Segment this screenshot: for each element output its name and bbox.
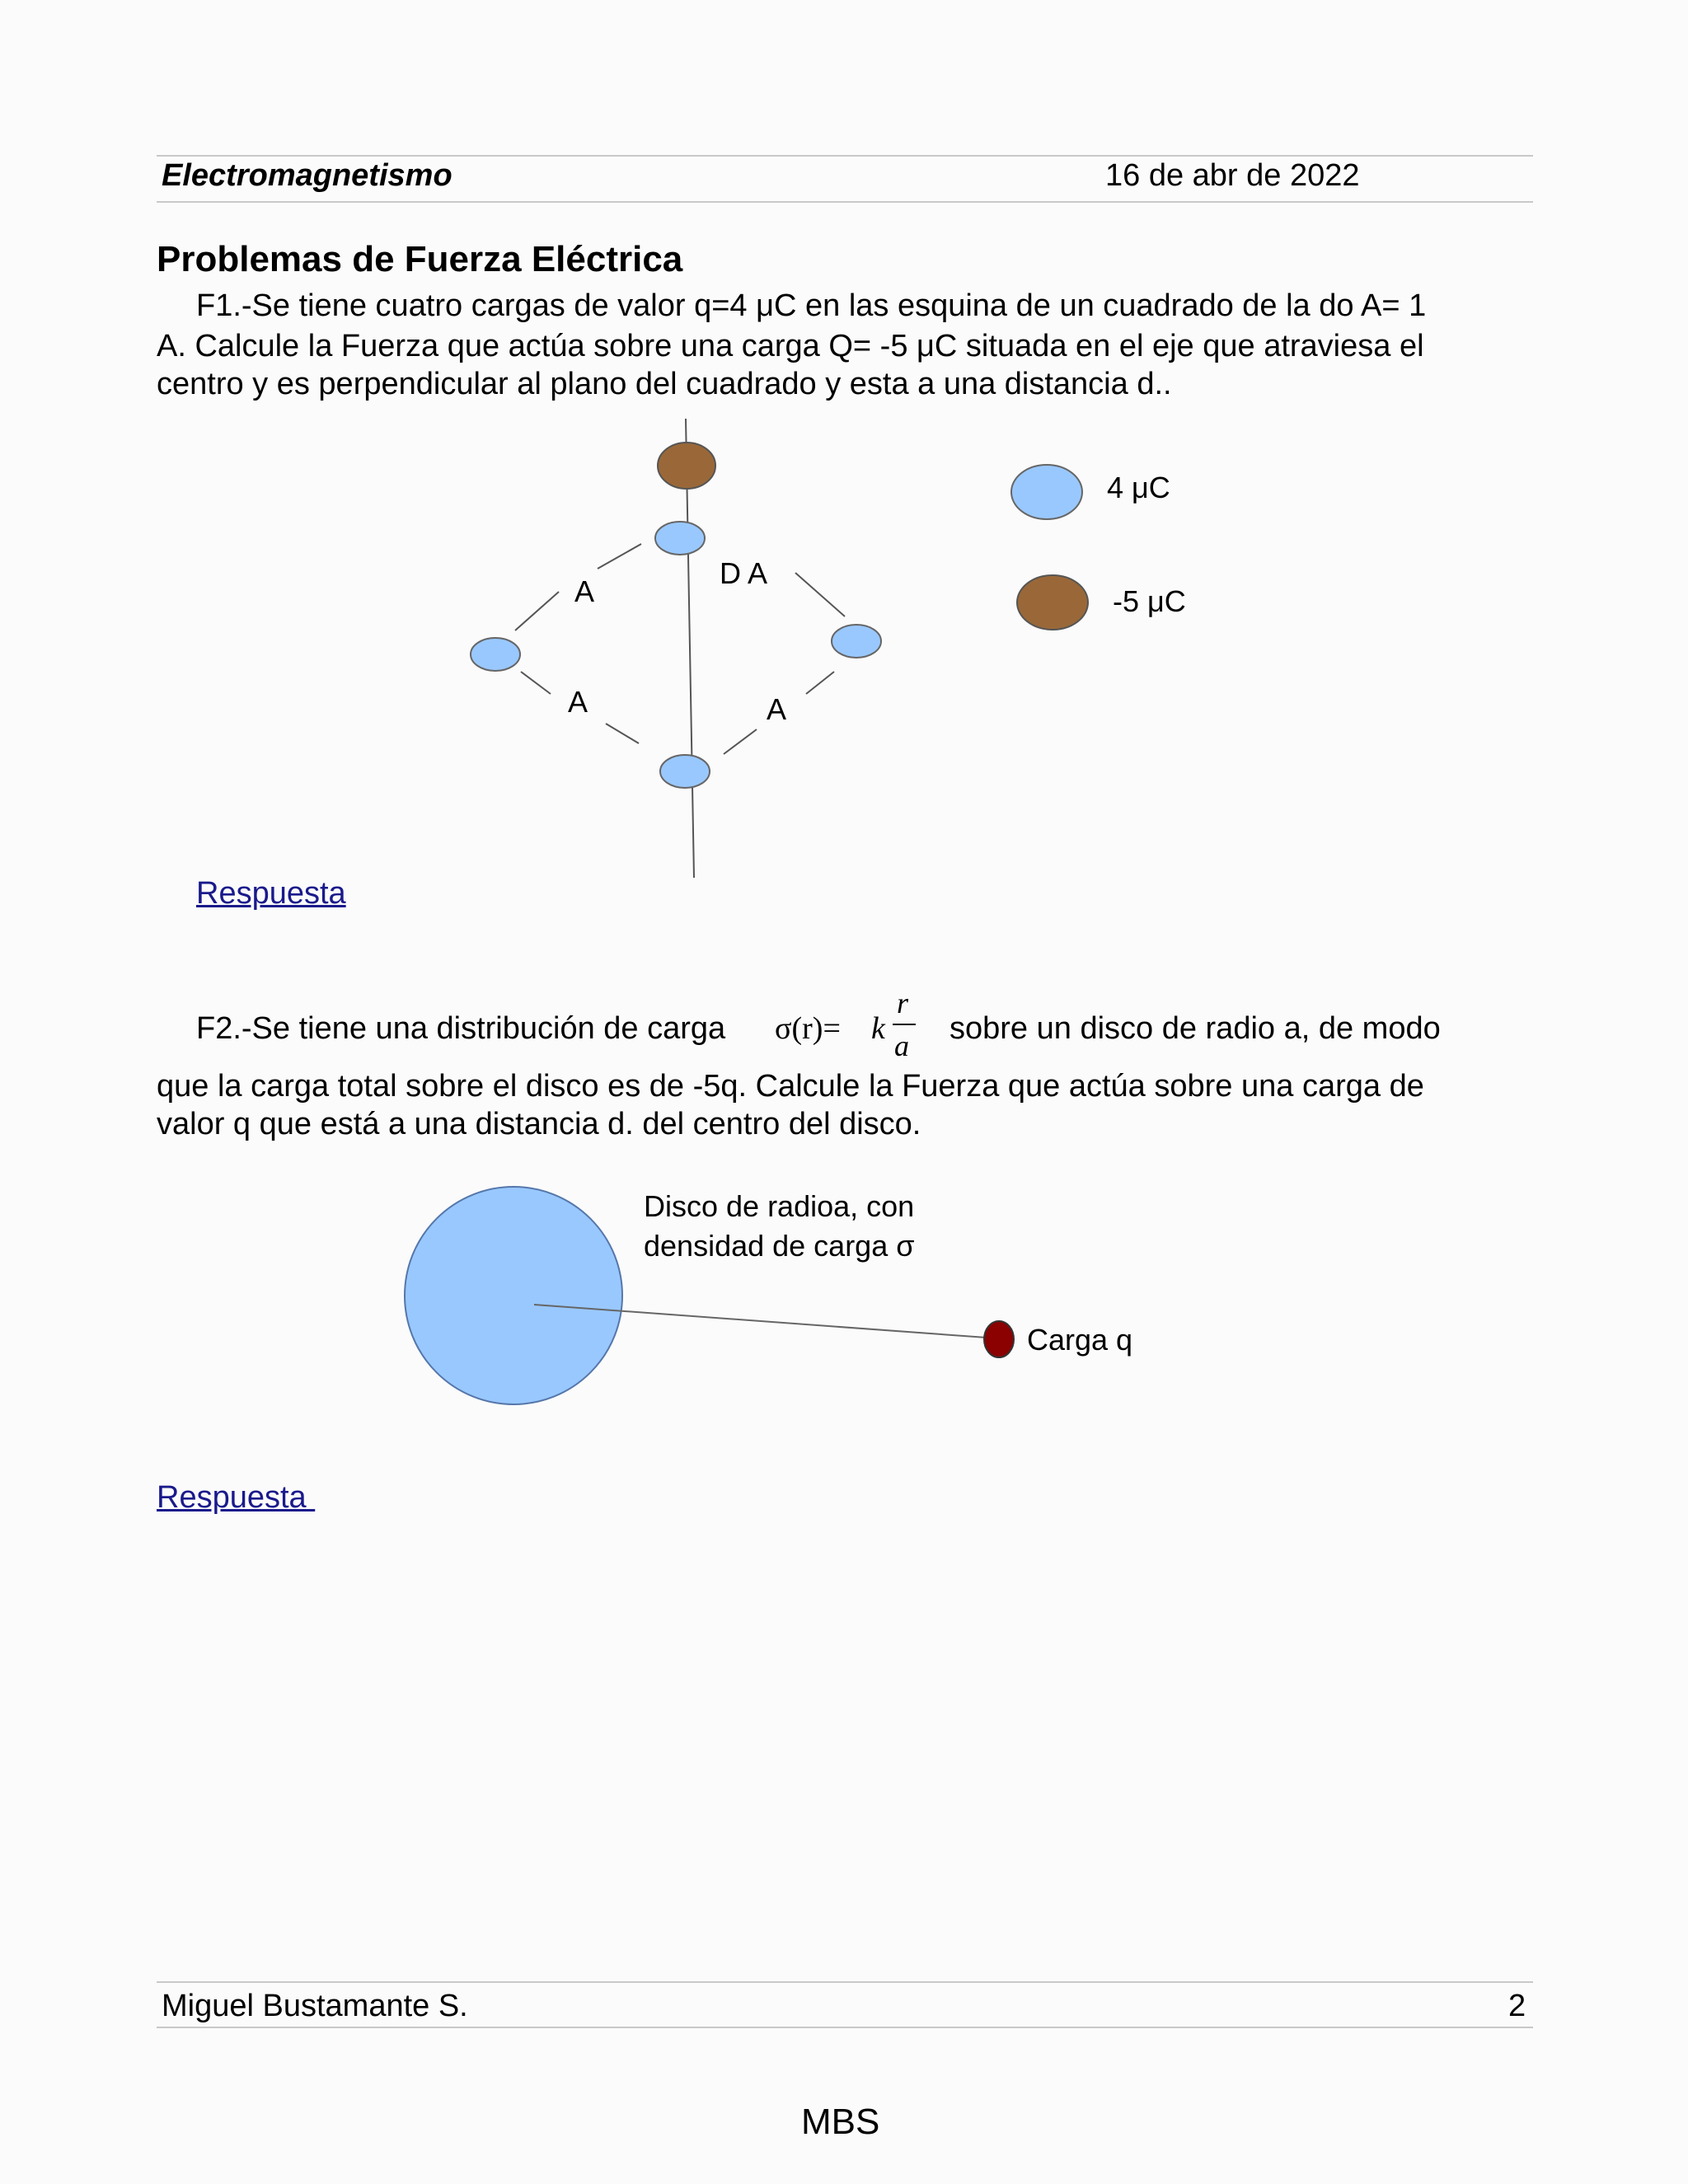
footer-rule-top	[157, 1981, 1533, 1983]
f1-charge-bottom	[660, 755, 710, 788]
header-date: 16 de abr de 2022	[1105, 158, 1360, 193]
f2-formula-denominator: a	[894, 1029, 909, 1062]
f1-line-2: A. Calcule la Fuerza que actúa sobre una carga Q= -5 μC situada en el eje que atraviesa el	[157, 329, 1424, 363]
f1-side-top-right	[795, 573, 845, 616]
f2-disc	[405, 1187, 622, 1404]
f1-legend-negative-swatch	[1017, 575, 1088, 630]
f2-formula-numerator: r	[897, 987, 909, 1019]
f1-side-top-left	[515, 592, 559, 630]
f2-disc-label-line-2: densidad de carga σ	[644, 1229, 915, 1263]
watermark-mbs: MBS	[801, 2102, 880, 2142]
header-subject: Electromagnetismo	[162, 158, 452, 193]
footer-page-number: 2	[1508, 1989, 1526, 2023]
f1-legend-positive-swatch	[1011, 465, 1082, 519]
f2-sigma-r-text: σ(r)=	[775, 1011, 841, 1046]
f1-side-bottom-right	[724, 729, 757, 754]
f2-point-charge	[984, 1321, 1014, 1357]
f1-charge-top	[655, 522, 705, 555]
f1-side-bottom-left	[521, 672, 551, 694]
f1-line-1: F1.-Se tiene cuatro cargas de valor q=4 μC en las esquina de un cuadrado de la do A= 1	[196, 288, 1427, 323]
f1-charge-left	[471, 638, 520, 671]
footer-rule-bottom	[157, 2027, 1533, 2028]
f1-label-a-top-left: A	[574, 574, 595, 608]
f1-charge-right	[832, 625, 881, 658]
page-title: Problemas de Fuerza Eléctrica	[157, 239, 683, 279]
f2-answer-link[interactable]: Respuesta	[157, 1480, 316, 1515]
f1-line-3: centro y es perpendicular al plano del cuadrado y esta a una distancia d..	[157, 367, 1172, 401]
f1-legend-negative-label: -5 μC	[1113, 584, 1186, 618]
f2-line-2: que la carga total sobre el disco es de -5q. Calcule la Fuerza que actúa sobre una carga de	[157, 1069, 1424, 1104]
f1-label-a-bottom-right: A	[767, 692, 787, 726]
f2-line-3: valor q que está a una distancia d. del centro del disco.	[157, 1107, 921, 1141]
f2-disc-label-line-1: Disco de radioa, con	[644, 1189, 915, 1223]
f1-legend-positive-label: 4 μC	[1107, 471, 1170, 504]
f2-charge-label: Carga q	[1027, 1323, 1133, 1357]
f2-formula-k: k	[871, 1011, 885, 1046]
f1-side-top-left-b	[598, 544, 641, 569]
f1-label-da: D A	[720, 556, 768, 590]
f2-line-1-pre: F2.-Se tiene una distribución de carga	[196, 1011, 726, 1046]
f1-side-bottom-left-b	[606, 724, 639, 743]
f1-side-bottom-right-b	[806, 672, 834, 694]
f1-answer-link[interactable]: Respuesta	[196, 876, 346, 911]
f1-negative-charge	[658, 443, 715, 489]
footer-author: Miguel Bustamante S.	[162, 1989, 468, 2023]
f2-formula-fraction-bar	[893, 1024, 916, 1025]
f2-disc-label	[644, 1187, 914, 1266]
f1-label-a-bottom-left: A	[568, 685, 588, 719]
f2-line-1-post: sobre un disco de radio a, de modo	[950, 1011, 1441, 1046]
f2-sigma-r	[775, 1010, 841, 1047]
